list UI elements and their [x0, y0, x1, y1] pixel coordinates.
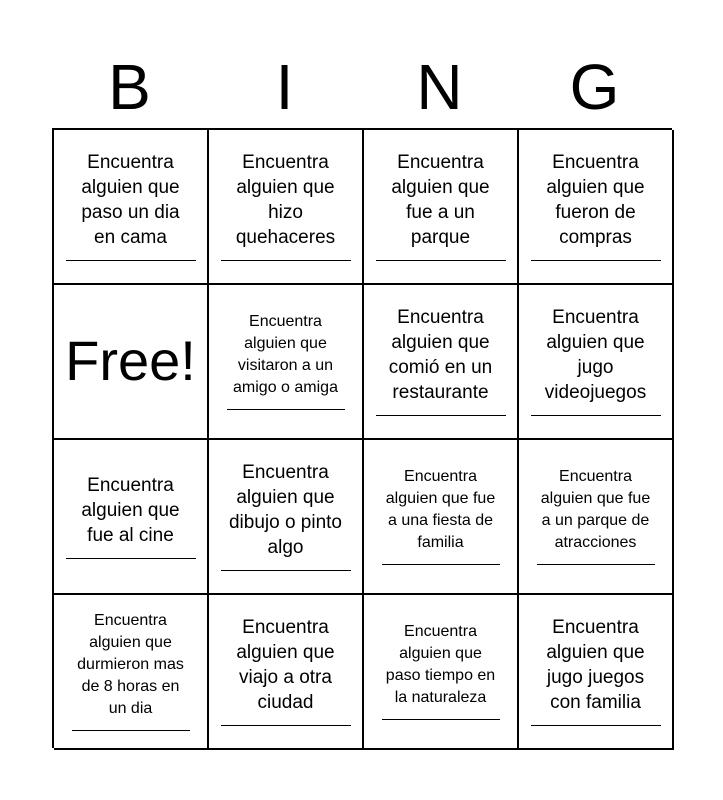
signature-line: [537, 564, 655, 565]
signature-line: [376, 415, 506, 416]
cell-prompt: Encuentra alguien que fue al cine: [81, 474, 180, 546]
cell-prompt: Encuentra alguien que jugo juegos con familia: [546, 617, 645, 713]
signature-line: [72, 730, 190, 731]
cell-prompt: Encuentra alguien que fueron de compras: [546, 152, 645, 248]
signature-line: [531, 725, 661, 726]
bingo-cell[interactable]: [54, 130, 209, 285]
bingo-cell[interactable]: [209, 285, 364, 440]
signature-line: [221, 725, 351, 726]
bingo-cell[interactable]: [54, 440, 209, 595]
bingo-cell[interactable]: [209, 130, 364, 285]
bingo-cell[interactable]: [364, 130, 519, 285]
free-space-cell[interactable]: [54, 285, 209, 440]
signature-line: [531, 260, 661, 261]
cell-prompt: Encuentra alguien que jugo videojuegos: [544, 307, 647, 403]
signature-line: [66, 260, 196, 261]
signature-line: [221, 260, 351, 261]
header-letter-n: N: [416, 51, 463, 123]
bingo-cell[interactable]: [209, 440, 364, 595]
signature-line: [382, 719, 500, 720]
bingo-cell[interactable]: [209, 595, 364, 750]
cell-prompt: Encuentra alguien que visitaron a un amigo o amiga: [233, 313, 338, 396]
bingo-cell[interactable]: [364, 285, 519, 440]
cell-prompt: Encuentra alguien que paso un dia en cama: [81, 152, 180, 248]
cell-prompt: Encuentra alguien que fue a un parque: [391, 152, 490, 248]
cell-prompt: Encuentra alguien que comió en un restaurante: [388, 307, 493, 403]
bingo-cell[interactable]: [519, 285, 674, 440]
cell-prompt: Encuentra alguien que durmieron mas de 8 horas en un dia: [77, 612, 184, 717]
signature-line: [66, 558, 196, 559]
cell-prompt: Encuentra alguien que paso tiempo en la naturaleza: [385, 623, 496, 706]
cell-prompt: Encuentra alguien que viajo a otra ciudad: [236, 617, 335, 713]
bingo-cell[interactable]: [54, 595, 209, 750]
bingo-cell[interactable]: [519, 130, 674, 285]
cell-prompt: Encuentra alguien que fue a una fiesta de familia: [385, 468, 496, 551]
bingo-header: [52, 52, 672, 122]
cell-prompt: Encuentra alguien que fue a un parque de atracciones: [540, 468, 651, 551]
signature-line: [376, 260, 506, 261]
header-letter-b: B: [108, 51, 151, 123]
cell-prompt: Encuentra alguien que dibujo o pinto algo: [228, 462, 343, 558]
free-space-label: Free!: [65, 328, 196, 392]
bingo-cell[interactable]: [364, 440, 519, 595]
bingo-cell[interactable]: [364, 595, 519, 750]
signature-line: [227, 409, 345, 410]
header-letter-g: G: [569, 51, 620, 123]
header-letter-i: I: [275, 51, 294, 123]
bingo-cell[interactable]: [519, 595, 674, 750]
signature-line: [221, 570, 351, 571]
signature-line: [531, 415, 661, 416]
cell-prompt: Encuentra alguien que hizo quehaceres: [235, 152, 336, 248]
signature-line: [382, 564, 500, 565]
bingo-board: [52, 128, 672, 748]
bingo-cell[interactable]: [519, 440, 674, 595]
